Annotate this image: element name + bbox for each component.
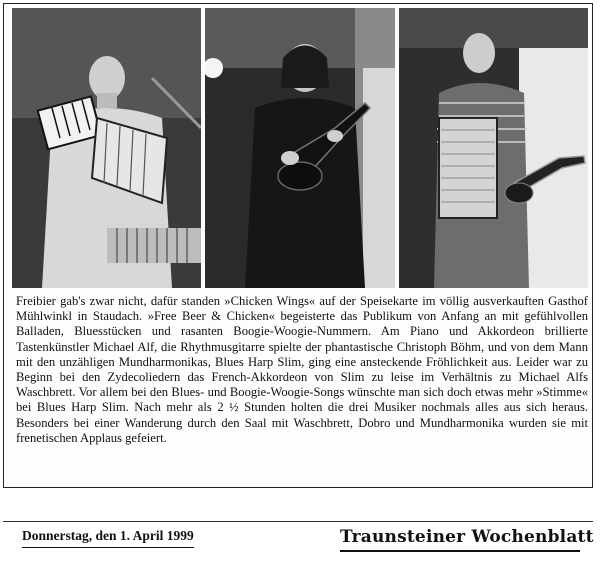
photo-accordion-image — [12, 8, 201, 288]
publication-name: Traunsteiner Wochenblatt — [340, 527, 580, 552]
photo-guitar-player — [205, 8, 395, 288]
photo-washboard-player — [399, 8, 588, 288]
photo-guitar-image — [205, 8, 395, 288]
article-frame — [3, 3, 593, 488]
publication-date: Donnerstag, den 1. April 1999 — [22, 528, 194, 548]
photo-washboard-image — [399, 8, 588, 288]
photo-accordion-player — [12, 8, 201, 288]
footer-divider — [3, 521, 593, 522]
article-caption: Freibier gab's zwar nicht, dafür standen »Chicken Wings« auf der Speisekarte im völlig ausverkauften Gasthof Mühlwinkl in Staudach. »Free Beer & Chicken« begeisterte das Publikum von Anfang an mit gefühlvollen Balladen, Bluesstücken und rasanten Boogie-Woogie-Nummern. Am Piano und Akkordeon brillierte Tastenkünstler Michael Alf, die Rhythmusgitarre spielte der phantastische Christoph Böhm, und von dem Mann mit den unzähligen Mundharmonikas, Blues Harp Slim, ging eine ansteckende Fröhlichkeit aus. Leider war zu Beginn bei den Zydecoliedern das French-Akkordeon von Slim zu leise im Verhältnis zu Michael Alfs Waschbrett. Vor allem bei den Blues- und Boogie-Woogie-Songs wünschte man sich doch etwas mehr »Stimme« bei Blues Harp Slim. Nach mehr als 2 ½ Stunden holten die drei Musiker nochmals alles aus sich heraus. Besonders bei einer Wanderung durch den Saal mit Waschbrett, Dobro und Mundharmonika wurden sie mit frenetischen Applaus gefeiert. — [16, 294, 588, 445]
